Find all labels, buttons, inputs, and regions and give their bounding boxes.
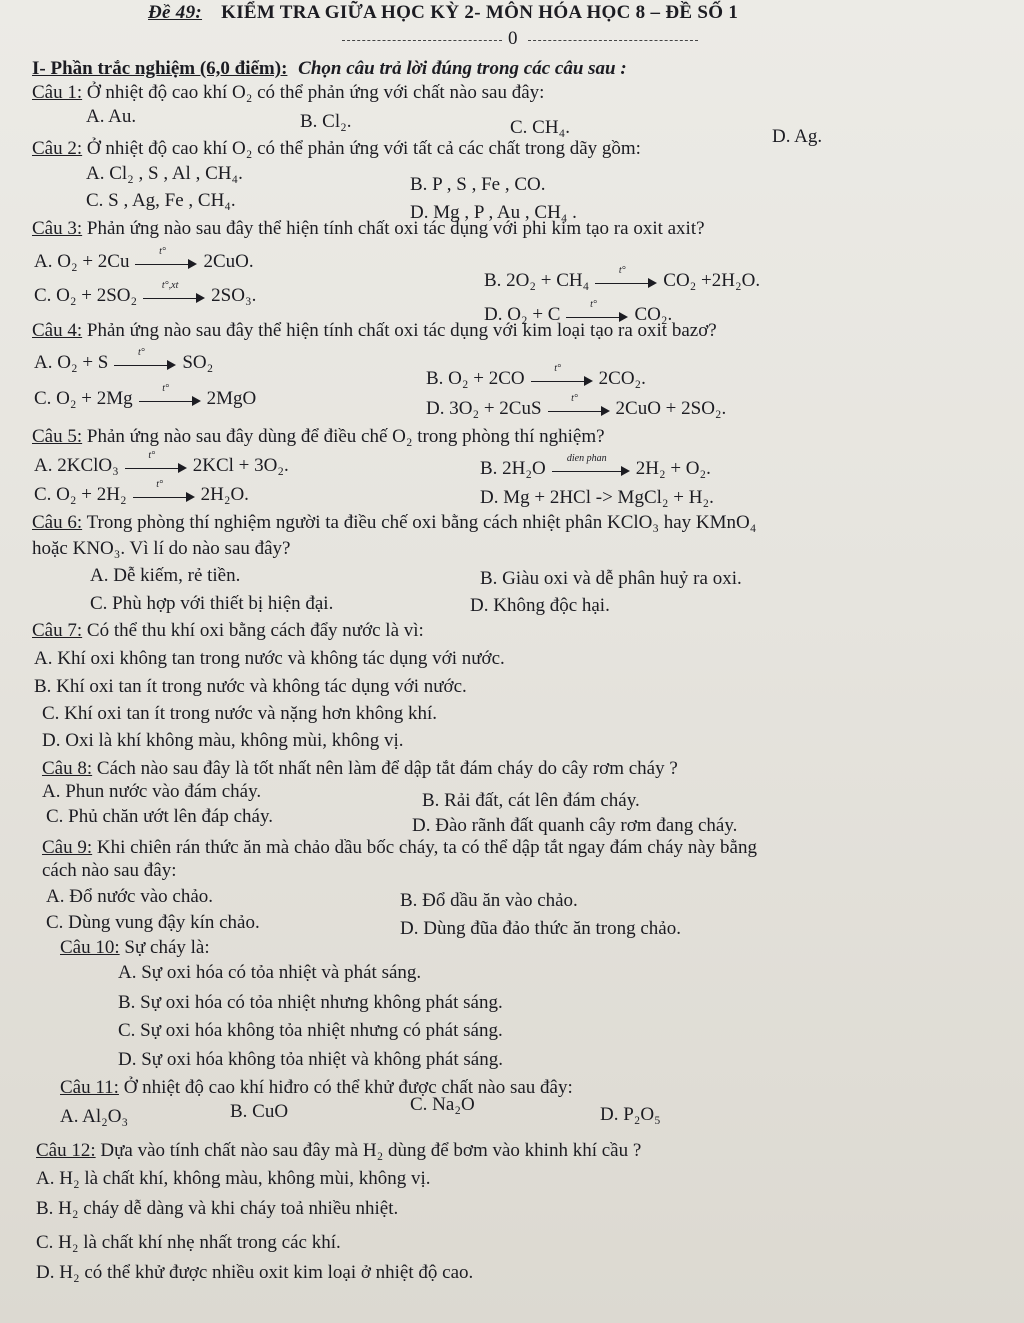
q6-option-d: D. Không độc hại. — [470, 595, 610, 616]
question-label: Câu 8: — [42, 758, 93, 779]
question-label: Câu 6: — [32, 512, 83, 533]
reaction-arrow: t° — [139, 393, 201, 407]
reaction-arrow: dien phan — [552, 463, 630, 477]
reaction-arrow: t° — [548, 403, 610, 417]
reaction-arrow: t° — [566, 309, 628, 323]
q12-option-c: C. H₂ là chất khí nhẹ nhất trong các khí. — [36, 1232, 341, 1253]
q1-option-b: B. Cl₂. — [300, 111, 352, 132]
section-title: I- Phần trắc nghiệm (6,0 điểm): — [32, 58, 288, 79]
exam-title-text: KIỂM TRA GIỮA HỌC KỲ 2- MÔN HÓA HỌC 8 – ĐỀ SỐ 1 — [221, 2, 739, 23]
q8-option-a: A. Phun nước vào đám cháy. — [42, 781, 262, 802]
question-label: Câu 9: — [42, 837, 93, 858]
question-text: Ở nhiệt độ cao khí hiđro có thể khử được chất nào sau đây: — [123, 1077, 573, 1098]
question-text-continued: hoặc KNO₃. Vì lí do nào sau đây? — [32, 538, 291, 559]
question-label: Câu 5: — [32, 426, 83, 447]
header-divider-right — [528, 40, 698, 41]
reaction-arrow: t°,xt — [143, 290, 205, 304]
reaction-arrow: t° — [595, 275, 657, 289]
reaction-arrow: t° — [531, 373, 593, 387]
question-9 — [42, 837, 757, 859]
q8-option-d: D. Đào rãnh đất quanh cây rơm đang cháy. — [412, 815, 738, 836]
q2-option-a: A. Cl₂ , S , Al , CH₄. — [86, 163, 243, 184]
reaction-arrow: t° — [133, 489, 195, 503]
q9-option-a: A. Đổ nước vào chảo. — [46, 886, 214, 907]
exam-title — [148, 2, 738, 24]
q6-option-b: B. Giàu oxi và dễ phân huỷ ra oxi. — [480, 568, 742, 589]
q4-option-d: D. 3O₂ + 2CuS t° 2CuO + 2SO₂. — [426, 392, 727, 419]
q1-option-a: A. Au. — [86, 106, 137, 127]
q5-option-c: C. O₂ + 2H₂ t° 2H₂O. — [34, 478, 249, 505]
question-12 — [36, 1140, 641, 1162]
header-divider-left — [342, 40, 502, 41]
question-5 — [32, 426, 605, 448]
q9-option-c: C. Dùng vung đậy kín chảo. — [46, 912, 260, 933]
question-label: Câu 2: — [32, 138, 83, 159]
q11-option-d: D. P₂O₅ — [600, 1104, 661, 1125]
question-text: Khi chiên rán thức ăn mà chảo dầu bốc cháy, ta có thể dập tắt ngay đám cháy này bằng — [96, 837, 757, 858]
q3-option-d: D. O₂ + C t° CO₂. — [484, 298, 673, 325]
header-center-mark: 0 — [508, 28, 518, 49]
q1-option-d: D. Ag. — [772, 126, 823, 147]
q5-option-b: B. 2H₂O dien phan 2H₂ + O₂. — [480, 452, 711, 479]
question-text: Trong phòng thí nghiệm người ta điều chế oxi bằng cách nhiệt phân KClO₃ hay KMnO₄ — [86, 512, 757, 533]
question-3 — [32, 218, 705, 240]
q4-option-a: A. O₂ + S t° SO₂ — [34, 346, 214, 373]
q6-option-a: A. Dễ kiếm, rẻ tiền. — [90, 565, 241, 586]
q8-option-c: C. Phủ chăn ướt lên đáp cháy. — [46, 806, 274, 827]
question-text: Phản ứng nào sau đây dùng để điều chế O₂ trong phòng thí nghiệm? — [86, 426, 605, 447]
question-1 — [32, 82, 544, 104]
q12-option-a: A. H₂ là chất khí, không màu, không mùi, không vị. — [36, 1168, 431, 1189]
q2-option-b: B. P , S , Fe , CO. — [410, 174, 546, 195]
question-label: Câu 4: — [32, 320, 83, 341]
q12-option-d: D. H₂ có thể khử được nhiều oxit kim loại ở nhiệt độ cao. — [36, 1262, 474, 1283]
question-label: Câu 7: — [32, 620, 83, 641]
q7-option-b: B. Khí oxi tan ít trong nước và không tác dụng với nước. — [34, 676, 467, 697]
q9-option-d: D. Dùng đũa đảo thức ăn trong chảo. — [400, 918, 681, 939]
q3-option-b: B. 2O₂ + CH₄ t° CO₂ +2H₂O. — [484, 264, 761, 291]
question-label: Câu 11: — [60, 1077, 119, 1098]
q12-option-b: B. H₂ cháy dễ dàng và khi cháy toả nhiều nhiệt. — [36, 1198, 399, 1219]
reaction-arrow: t° — [125, 460, 187, 474]
question-text: Phản ứng nào sau đây thể hiện tính chất oxi tác dụng với phi kim tạo ra oxit axit? — [86, 218, 705, 239]
question-6 — [32, 512, 756, 534]
q7-option-a: A. Khí oxi không tan trong nước và không tác dụng với nước. — [34, 648, 505, 669]
question-text: Ở nhiệt độ cao khí O₂ có thể phản ứng với tất cả các chất trong dãy gồm: — [86, 138, 641, 159]
question-8 — [42, 758, 678, 780]
question-text: Sự cháy là: — [124, 937, 210, 958]
question-4 — [32, 320, 717, 342]
question-text: Ở nhiệt độ cao khí O₂ có thể phản ứng với chất nào sau đây: — [86, 82, 545, 103]
section-instruction: Chọn câu trả lời đúng trong các câu sau : — [298, 58, 627, 79]
question-label: Câu 10: — [60, 937, 120, 958]
q3-option-c: C. O₂ + 2SO₂ t°,xt 2SO₃. — [34, 279, 257, 306]
q10-option-a: A. Sự oxi hóa có tỏa nhiệt và phát sáng. — [118, 962, 422, 983]
q4-option-c: C. O₂ + 2Mg t° 2MgO — [34, 382, 257, 409]
question-text: Cách nào sau đây là tốt nhất nên làm để dập tắt đám cháy do cây rơm cháy ? — [96, 758, 678, 779]
reaction-arrow: t° — [135, 256, 197, 270]
question-label: Câu 12: — [36, 1140, 96, 1161]
q3-option-a: A. O₂ + 2Cu t° 2CuO. — [34, 245, 254, 272]
question-text: Phản ứng nào sau đây thể hiện tính chất oxi tác dụng với kim loại tạo ra oxit bazơ? — [86, 320, 717, 341]
question-2 — [32, 138, 641, 160]
reaction-arrow: t° — [114, 357, 176, 371]
q10-option-d: D. Sự oxi hóa không tỏa nhiệt và không phát sáng. — [118, 1049, 503, 1070]
q11-option-c: C. Na₂O — [410, 1094, 475, 1115]
question-label: Câu 3: — [32, 218, 83, 239]
section-heading — [32, 58, 627, 80]
q11-option-a: A. Al₂O₃ — [60, 1106, 129, 1127]
question-text: Có thể thu khí oxi bằng cách đẩy nước là vì: — [86, 620, 424, 641]
q2-option-d: D. Mg , P , Au , CH₄ . — [410, 202, 577, 223]
question-text: Dựa vào tính chất nào sau đây mà H₂ dùng để bơm vào khinh khí cầu ? — [100, 1140, 642, 1161]
q7-option-c: C. Khí oxi tan ít trong nước và nặng hơn không khí. — [42, 703, 438, 724]
q1-option-c: C. CH₄. — [510, 117, 570, 138]
q5-option-a: A. 2KClO₃ t° 2KCl + 3O₂. — [34, 449, 289, 476]
exam-code: Đề 49: — [148, 2, 203, 23]
question-text-continued: cách nào sau đây: — [42, 860, 177, 881]
question-10 — [60, 937, 210, 959]
q10-option-b: B. Sự oxi hóa có tỏa nhiệt nhưng không phát sáng. — [118, 992, 503, 1013]
q10-option-c: C. Sự oxi hóa không tỏa nhiệt nhưng có phát sáng. — [118, 1020, 503, 1041]
q8-option-b: B. Rải đất, cát lên đám cháy. — [422, 790, 640, 811]
question-11 — [60, 1077, 573, 1099]
q11-option-b: B. CuO — [230, 1101, 289, 1122]
q7-option-d: D. Oxi là khí không màu, không mùi, không vị. — [42, 730, 404, 751]
question-label: Câu 1: — [32, 82, 83, 103]
q2-option-c: C. S , Ag, Fe , CH₄. — [86, 190, 236, 211]
question-7 — [32, 620, 424, 642]
q6-option-c: C. Phù hợp với thiết bị hiện đại. — [90, 593, 334, 614]
q5-option-d: D. Mg + 2HCl -> MgCl₂ + H₂. — [480, 487, 714, 508]
q9-option-b: B. Đổ dầu ăn vào chảo. — [400, 890, 578, 911]
q4-option-b: B. O₂ + 2CO t° 2CO₂. — [426, 362, 646, 389]
